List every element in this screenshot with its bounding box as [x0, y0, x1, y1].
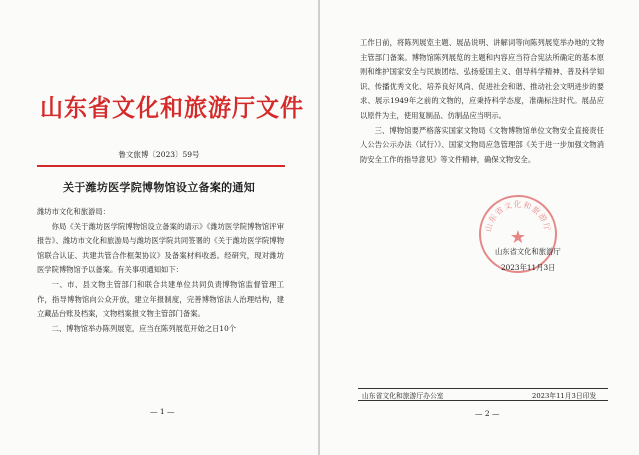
signature-date: 2023年11月3日 — [501, 263, 556, 272]
red-divider-line — [37, 165, 285, 167]
paragraph-intro: 你局《关于潍坊医学院博物馆设立备案的请示》《潍坊医学院博物馆评审报告》、潍坊市文化和旅游局与潍坊医学院共同签署的《关于潍坊医学院博物馆联合认证、共建共管合作框架协议》及备案材料收悉。经研究，现对潍坊医学院博物馆予以备案。有关事项通知如下： — [37, 221, 284, 275]
salutation: 潍坊市文化和旅游局： — [37, 207, 110, 216]
footer-office: 山东省文化和旅游厅办公室 — [362, 392, 444, 400]
left-body-text — [37, 205, 284, 336]
right-body-text — [360, 36, 604, 167]
seal-text: 山东省文化和旅游厅 — [483, 200, 553, 233]
footer-print-date: 2023年11月3日印发 — [532, 392, 597, 400]
paragraph-item-2-start: 二、博物馆举办陈列展览，应当在陈列展览开始之日10个 — [51, 323, 237, 333]
signature-organization: 山东省文化和旅游厅 — [495, 247, 561, 256]
page-number-1: — 1 — — [150, 407, 175, 416]
seal-star-icon: ★ — [509, 227, 527, 248]
page-1 — [0, 0, 318, 455]
document-number: 鲁文旅博〔2023〕59号 — [118, 150, 200, 159]
document-title: 关于潍坊医学院博物馆设立备案的通知 — [62, 181, 256, 194]
page-number-2: — 2 — — [475, 409, 500, 418]
issuer-header: 山东省文化和旅游厅文件 — [40, 93, 304, 122]
footer-rule-top — [358, 388, 608, 389]
footer-rule-bottom — [358, 400, 608, 401]
paragraph-item-2-cont: 工作日前，将陈列展览主题、展品说明、讲解词等向陈列展览举办地的文物主管部门备案。博物馆陈列展览的主题和内容应当符合宪法所确定的基本原则和维护国家安全与民族团结、弘扬爱国主义、倡导科学精神、普及科学知识、传播优秀文化、培养良好风尚、促进社会和谐、推动社会文明进步的要求、展示1949年之前的文物的，应秉持科学态度，准确标注时代。展品应以原件为主，使用复制品、仿制品应当明示。 — [360, 38, 604, 120]
paragraph-item-3: 三、博物馆要严格落实国家文物局《文物博物馆单位文物安全直接责任人公告公示办法（试行）》、国家文物局应急管理部《关于进一步加强文物消防安全工作的指导意见》等文件精神，确保文物安全。 — [360, 125, 604, 164]
paragraph-item-1: 一、市、县文物主管部门和联合共建单位共同负责博物馆监督管理工作，指导博物馆向公众开放，建立年报制度，完善博物馆法人治理结构，建立藏品台账及档案，文物档案报文物主管部门备案。 — [37, 279, 284, 319]
